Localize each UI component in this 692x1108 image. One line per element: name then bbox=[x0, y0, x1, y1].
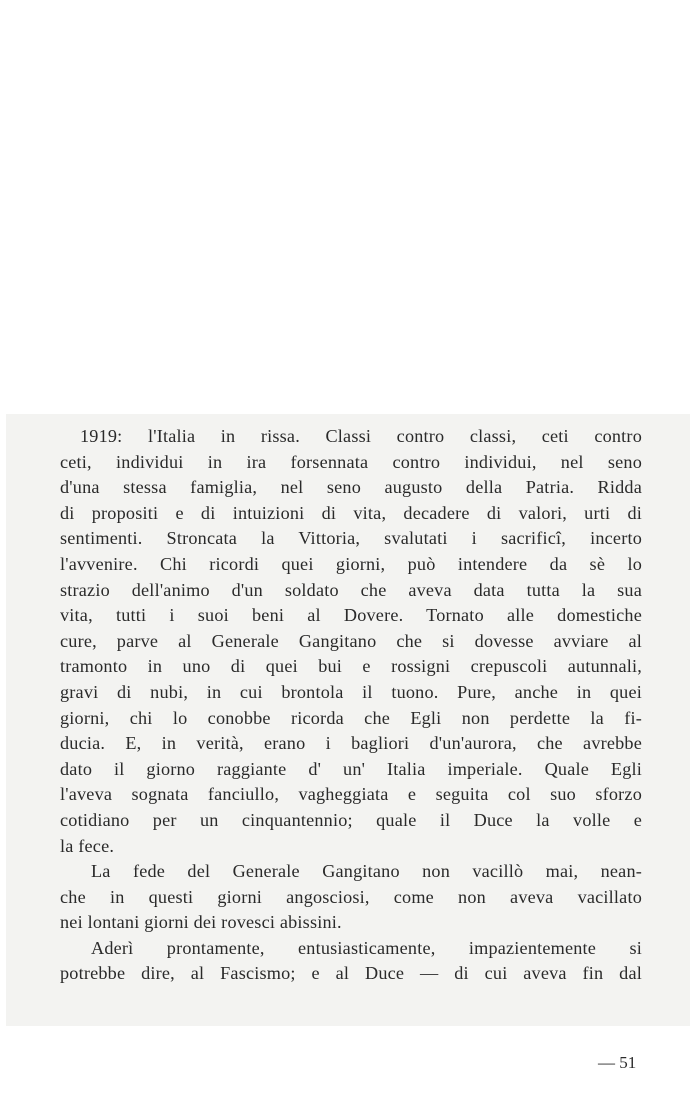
text-line: 1919: l'Italia in rissa. Classi contro classi, ceti contro bbox=[80, 426, 642, 446]
page-number: — 51 bbox=[598, 1053, 637, 1072]
text-line: dato il giorno raggiante d' un' Italia imperiale. Quale Egli bbox=[60, 758, 642, 779]
text-line: sentimenti. Stroncata la Vittoria, svalutati i sacrificî, incerto bbox=[60, 528, 642, 549]
text-line: strazio dell'animo d'un soldato che aveva data tutta la sua bbox=[60, 579, 642, 600]
body-text bbox=[60, 424, 642, 987]
text-line: nei lontani giorni dei rovesci abissini. bbox=[60, 912, 342, 933]
text-line: ceti, individui in ira forsennata contro individui, nel seno bbox=[60, 451, 642, 472]
text-line: cotidiano per un cinquantennio; quale il Duce la volle e bbox=[60, 809, 642, 830]
text-line: tramonto in uno di quei bui e rossigni crepuscoli autunnali, bbox=[60, 656, 642, 677]
text-line: d'una stessa famiglia, nel seno augusto della Patria. Ridda bbox=[60, 477, 642, 498]
text-line: di propositi e di intuizioni di vita, decadere di valori, urti di bbox=[60, 502, 642, 523]
text-line: La fede del Generale Gangitano non vacillò mai, nean- bbox=[91, 861, 642, 882]
text-line: Aderì prontamente, entusiasticamente, impazientemente si bbox=[91, 937, 642, 958]
text-line: ducia. E, in verità, erano i bagliori d'un'aurora, che avrebbe bbox=[60, 733, 642, 754]
text-line: vita, tutti i suoi beni al Dovere. Tornato alle domestiche bbox=[60, 605, 642, 626]
text-line: la fece. bbox=[60, 835, 115, 856]
text-line: l'avvenire. Chi ricordi quei giorni, può intendere da sè lo bbox=[60, 553, 642, 574]
text-line: potrebbe dire, al Fascismo; e al Duce — di cui aveva fin dal bbox=[60, 963, 642, 984]
text-line: gravi di nubi, in cui brontola il tuono. Pure, anche in quei bbox=[60, 681, 642, 702]
text-line: che in questi giorni angosciosi, come non aveva vacillato bbox=[60, 886, 642, 907]
text-line: giorni, chi lo conobbe ricorda che Egli non perdette la fi- bbox=[60, 707, 642, 728]
text-line: l'aveva sognata fanciullo, vagheggiata e seguita col suo sforzo bbox=[60, 784, 642, 805]
text-line: cure, parve al Generale Gangitano che si dovesse avviare al bbox=[60, 630, 642, 651]
